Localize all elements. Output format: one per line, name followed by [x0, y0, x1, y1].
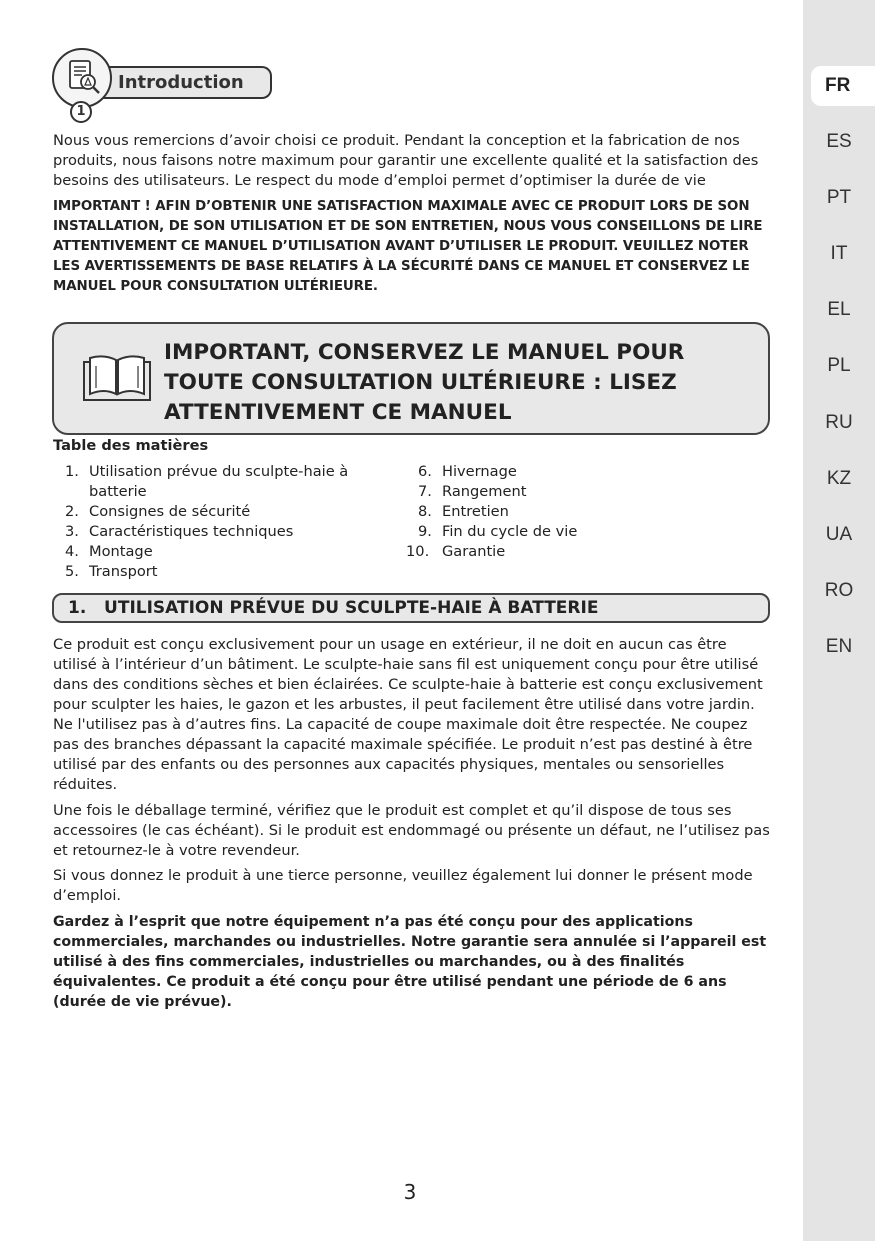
language-sidebar: [803, 0, 875, 1241]
lang-tab-fr[interactable]: FR: [811, 66, 875, 106]
toc-column-1: [53, 462, 383, 582]
intro-important-notice: IMPORTANT ! AFIN D’OBTENIR UNE SATISFACTION MAXIMALE AVEC CE PRODUIT LORS DE SON INSTALLATION, DE SON UTILISATION ET DE SON ENTRETIEN, NOUS VOUS CONSEILLONS DE LIRE ATTENTIVEMENT CE MANUEL D’UTILISATION AVANT D’UTILISER LE PRODUIT. VEUILLEZ NOTER LES AVERTISSEMENTS DE BASE RELATIFS À LA SÉCURITÉ DANS CE MANUEL ET CONSERVEZ LE MANUEL POUR CONSULTATION ULTÉRIEURE.: [53, 199, 763, 294]
lang-tab-kz[interactable]: KZ: [826, 468, 852, 489]
toc-item[interactable]: 7. Rangement: [418, 483, 527, 500]
toc-title: Table des matières: [53, 437, 209, 454]
toc-item[interactable]: 3. Caractéristiques techniques: [65, 523, 294, 540]
section-1-heading: 1. UTILISATION PRÉVUE DU SCULPTE-HAIE À BATTERIE: [52, 593, 770, 623]
toc-item[interactable]: 2. Consignes de sécurité: [65, 503, 251, 520]
section-1-warranty-notice: Gardez à l’esprit que notre équipement n’a pas été conçu pour des applications commerciales, marchandes ou industrielles. Notre garantie sera annulée si l’appareil est utilisé à des fins commerciales, industrielles ou marchandes, ou à des finalités équivalentes. Ce produit a été conçu pour être utilisé pendant une période de 6 ans (durée de vie prévue).: [53, 914, 767, 1010]
important-line-3: ATTENTIVEMENT CE MANUEL: [164, 400, 512, 425]
toc-item[interactable]: 9. Fin du cycle de vie: [418, 523, 578, 540]
toc-item[interactable]: 1. Utilisation prévue du sculpte-haie à batterie: [65, 463, 349, 500]
intro-paragraph: Nous vous remercions d’avoir choisi ce produit. Pendant la conception et la fabrication de nos produits, nous faisons notre maximum pour garantir une excellente qualité et la satisfaction des besoins des utilisateurs. Le respect du mode d’emploi permet d’optimiser la durée de vie: [53, 132, 759, 189]
toc-item[interactable]: 10. Garantie: [406, 543, 506, 560]
lang-tab-pt[interactable]: PT: [826, 187, 852, 208]
section-1-paragraph-2: Une fois le déballage terminé, vérifiez que le produit est complet et qu’il dispose de tous ses accessoires (le cas échéant). Si le produit est endommagé ou présente un défaut, ne l’utilisez pas et retournez-le à votre revendeur.: [53, 802, 770, 859]
lang-tab-en[interactable]: EN: [825, 636, 853, 657]
open-book-icon: [82, 354, 152, 404]
section-1-paragraph-1: Ce produit est conçu exclusivement pour un usage en extérieur, il ne doit en aucun cas être utilisé à l’intérieur d’un bâtiment. Le sculpte-haie sans fil est uniquement conçu pour être utilisé dans des conditions sèches et bien éclairées. Ce sculpte-haie à batterie est conçu exclusivement pour sculpter les haies, le gazon et les arbustes, il peut facilement être utilisé dans votre jardin. Ne l'utilisez pas à d’autres fins. La capacité de coupe maximale doit être respectée. Ne coupez pas des branches dépassant la capacité maximale spécifiée. Le produit n’est pas destiné à être utilisé par des enfants ou des personnes aux capacités physiques, mentales ou sensorielles réduites.: [53, 636, 763, 793]
section-1-paragraph-3: Si vous donnez le produit à une tierce personne, veuillez également lui donner le présent mode d’emploi.: [53, 867, 753, 904]
important-callout-text: [164, 338, 724, 428]
toc-column-2: [406, 462, 736, 562]
lang-tab-ru[interactable]: RU: [825, 412, 853, 433]
lang-tab-es[interactable]: ES: [826, 131, 852, 152]
lang-tab-ua[interactable]: UA: [825, 524, 853, 545]
section-number-badge: 1: [70, 101, 92, 123]
lang-tab-el[interactable]: EL: [827, 299, 851, 320]
intro-heading: [102, 66, 272, 99]
toc-item[interactable]: 8. Entretien: [418, 503, 509, 520]
page-number: 3: [403, 1180, 417, 1204]
toc-item[interactable]: 5. Transport: [65, 563, 158, 580]
intro-heading-text: Introduction: [118, 72, 244, 93]
toc-item[interactable]: 6. Hivernage: [418, 463, 517, 480]
important-callout: [52, 322, 770, 435]
important-line-1: IMPORTANT, CONSERVEZ LE MANUEL POUR: [164, 340, 685, 365]
lang-tab-pl[interactable]: PL: [827, 355, 851, 376]
toc-item[interactable]: 4. Montage: [65, 543, 153, 560]
lang-tab-ro[interactable]: RO: [824, 580, 854, 601]
lang-tab-it[interactable]: IT: [830, 243, 848, 264]
important-line-2: TOUTE CONSULTATION ULTÉRIEURE : LISEZ: [164, 370, 677, 395]
document-search-icon: [52, 48, 112, 108]
